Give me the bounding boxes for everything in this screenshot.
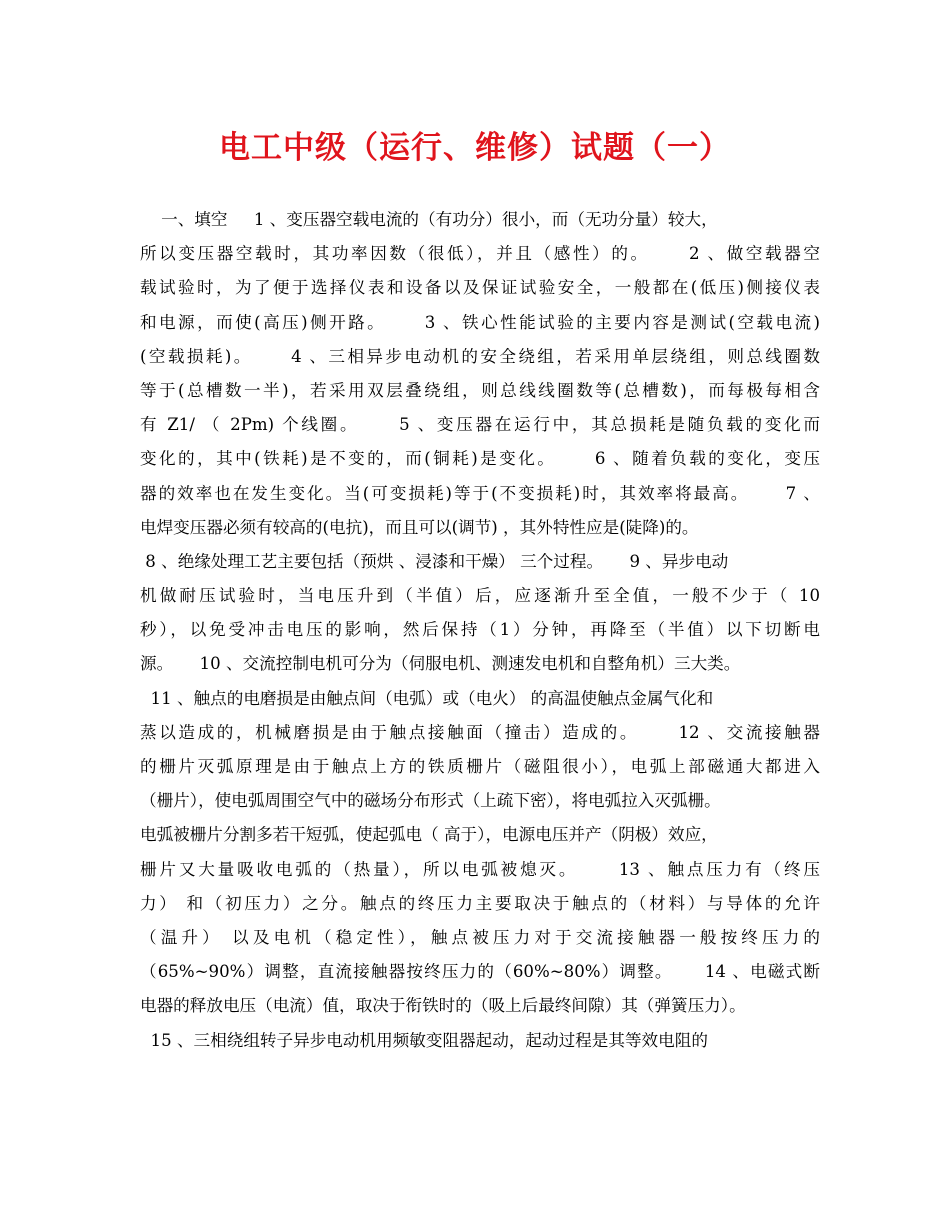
text-line: 一、填空 1 、变压器空载电流的（有功分）很小，而（无功分量）较大， — [140, 210, 718, 229]
text-line: （65%~90%）调整，直流接触器按终压力的（60%~80%）调整。 14 、电磁式断 — [140, 962, 820, 982]
text-line: 电焊变压器必须有较高的(电抗)，而且可以(调节) ，其外特性应是(陡降)的。 — [140, 517, 699, 537]
text-line: 机做耐压试验时，当电压升到（半值）后，应逐渐升至全值，一般不少于（ 10 — [140, 586, 820, 606]
text-line: 8 、绝缘处理工艺主要包括（预烘 、浸漆和干燥） 三个过程。 9 、异步电动 — [140, 551, 729, 571]
text-line: 15 、三相绕组转子异步电动机用频敏变阻器起动，起动过程是其等效电阻的 — [140, 1030, 708, 1050]
text-line: (空载损耗)。 4 、三相异步电动机的安全绕组，若采用单层绕组，则总线圈数 — [140, 346, 820, 366]
text-line: 有 Z1/ （ 2Pm) 个线圈。 5 、变压器在运行中，其总损耗是随负载的变化而 — [140, 415, 820, 435]
text-line: 所以变压器空载时，其功率因数（很低），并且（感性）的。 2 、做空载器空 — [140, 244, 820, 264]
text-line: 力） 和（初压力）之分。触点的终压力主要取决于触点的（材料）与导体的允许 — [140, 893, 820, 913]
text-line: 电器的释放电压（电流）值，取决于衔铁时的（吸上后最终间隙）其（弹簧压力）。 — [140, 996, 746, 1016]
text-line: 11 、触点的电磨损是由触点间（电弧）或（电火） 的高温使触点金属气化和 — [140, 688, 714, 708]
text-line: 变化的，其中(铁耗)是不变的，而(铜耗)是变化。 6 、随着负载的变化，变压 — [140, 449, 820, 469]
text-line: 的栅片灭弧原理是由于触点上方的铁质栅片（磁阻很小），电弧上部磁通大都进入 — [140, 757, 820, 776]
text-line: 秒），以免受冲击电压的影响，然后保持（1）分钟，再降至（半值）以下切断电 — [140, 620, 820, 640]
text-line: 和电源，而使(高压)侧开路。 3 、铁心性能试验的主要内容是测试(空载电流) — [140, 312, 820, 332]
document-body — [140, 203, 820, 1058]
text-line: 载试验时，为了便于选择仪表和设备以及保证试验安全，一般都在(低压)侧接仪表 — [140, 278, 820, 298]
text-line: （温升） 以及电机（稳定性），触点被压力对于交流接触器一般按终压力的 — [140, 927, 820, 947]
text-line: 蒸以造成的，机械磨损是由于触点接触面（撞击）造成的。 12 、交流接触器 — [140, 722, 820, 742]
text-line: 源。 10 、交流控制电机可分为（伺服电机、测速发电机和自整角机）三大类。 — [140, 654, 741, 674]
text-line: （栅片），使电弧周围空气中的磁场分布形式（上疏下密），将电弧拉入灭弧栅。 — [140, 791, 721, 811]
text-line: 等于(总槽数一半)，若采用双层叠绕组，则总线线圈数等(总槽数)，而每极每相含 — [140, 380, 820, 400]
document-title: 电工中级（运行、维修）试题（一） — [219, 130, 731, 166]
text-line: 栅片又大量吸收电弧的（热量），所以电弧被熄灭。 13 、触点压力有（终压 — [140, 859, 820, 879]
text-line: 电弧被栅片分割多若干短弧，使起弧电（ 高于），电源电压并产（阴极）效应， — [140, 825, 718, 845]
text-line: 器的效率也在发生变化。当(可变损耗)等于(不变损耗)时，其效率将最高。 7 、 — [140, 483, 820, 503]
